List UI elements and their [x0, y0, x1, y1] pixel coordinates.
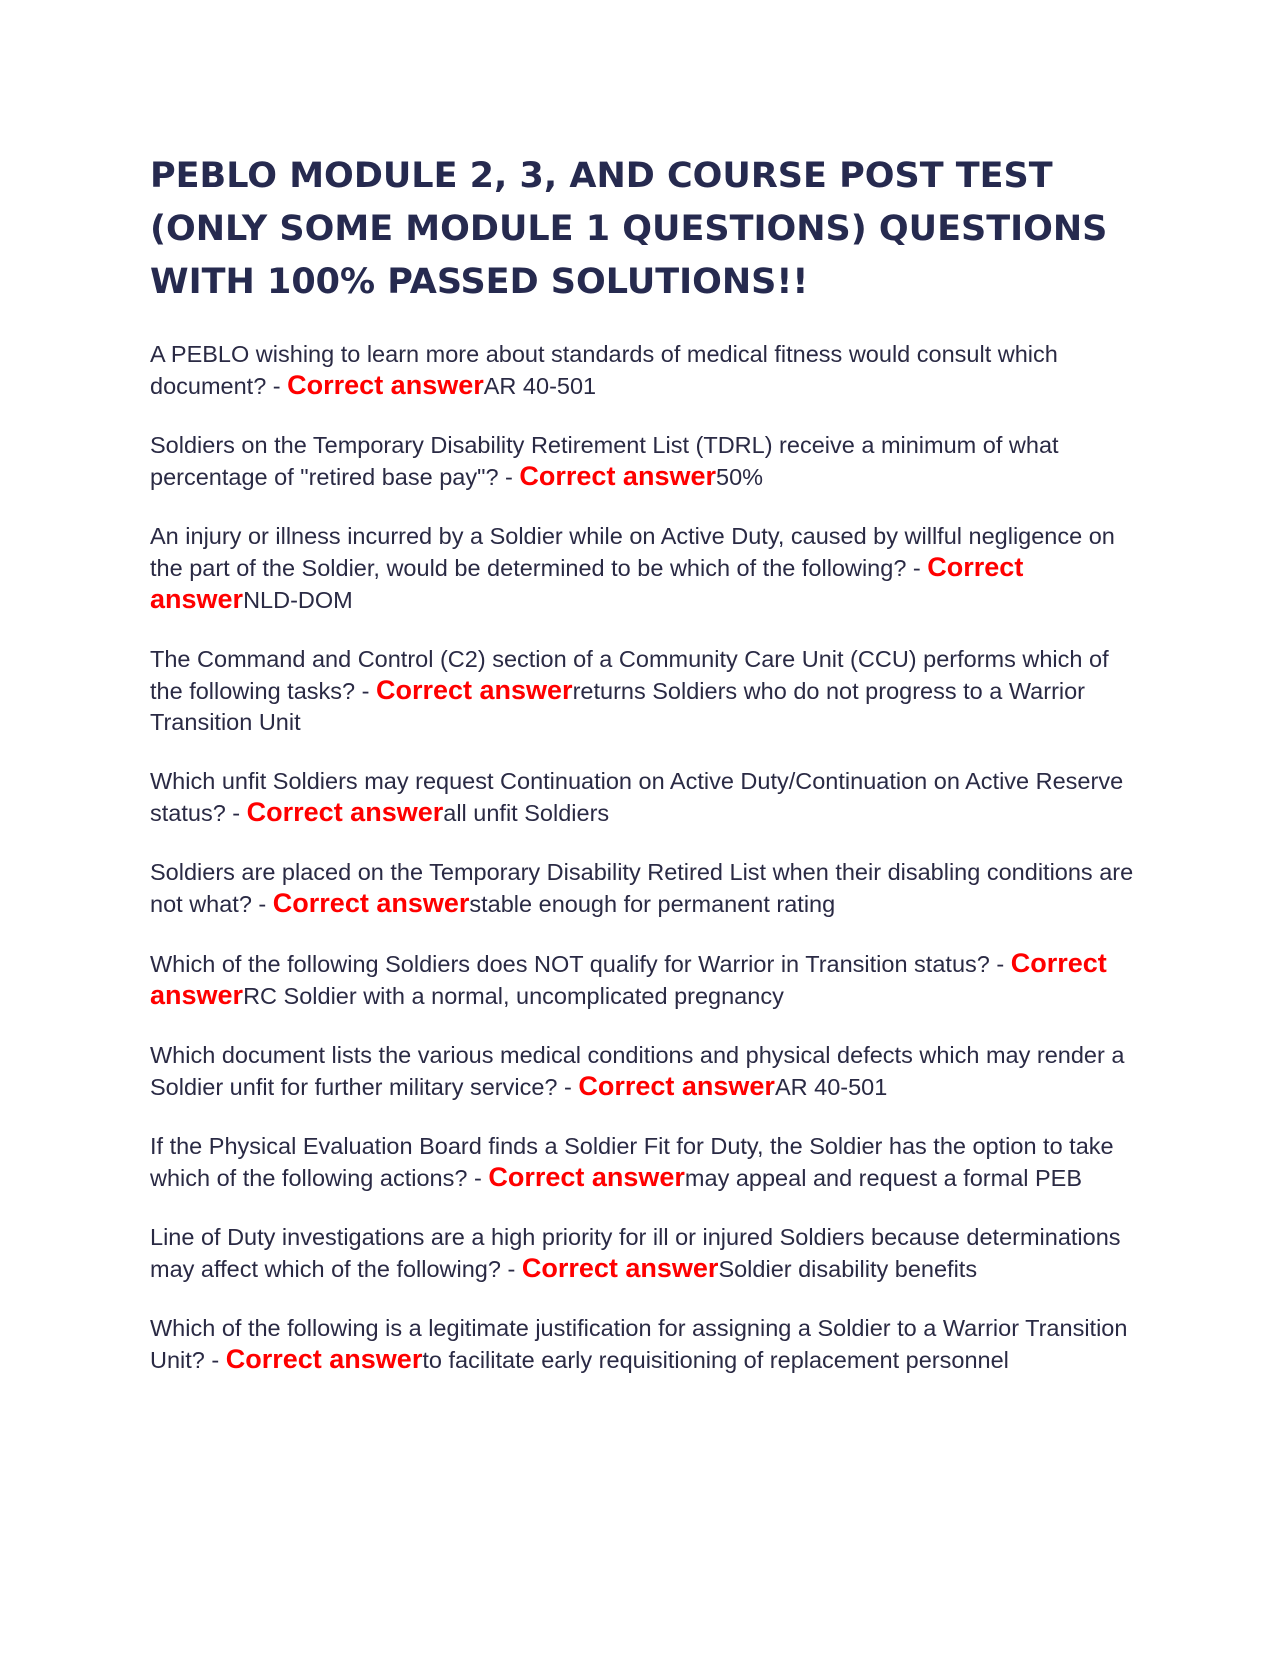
- answer-text: returns Soldiers who do not progress to a Warrior Transition Unit: [150, 678, 1086, 735]
- qa-list: [150, 339, 1135, 1376]
- correct-answer-label: Correct answer: [519, 461, 716, 491]
- correct-answer-label: Correct answer: [272, 888, 470, 918]
- question-text: Which document lists the various medical conditions and physical defects which may render a Soldier unfit for further military service? -: [150, 1042, 1125, 1100]
- question-text: If the Physical Evaluation Board finds a Soldier Fit for Duty, the Soldier has the option to take which of the following actions? -: [150, 1133, 1114, 1191]
- correct-answer-label: Correct answer: [225, 1344, 423, 1374]
- answer-text: 50%: [716, 464, 764, 490]
- question-text: Which unfit Soldiers may request Continuation on Active Duty/Continuation on Active Reserve status? -: [150, 768, 1124, 826]
- question-text: The Command and Control (C2) section of a Community Care Unit (CCU) performs which of the following tasks? -: [150, 646, 1109, 704]
- answer-text: AR 40-501: [483, 373, 597, 399]
- qa-item-3: [150, 521, 1135, 616]
- document-title: PEBLO MODULE 2, 3, AND COURSE POST TEST (ONLY SOME MODULE 1 QUESTIONS) QUESTIONS WITH 100% PASSED SOLUTIONS!!: [150, 156, 1108, 302]
- qa-item-9: [150, 1131, 1135, 1194]
- qa-item-10: [150, 1222, 1135, 1285]
- correct-answer-label: Correct answer: [488, 1162, 685, 1192]
- correct-answer-label: Correct answer: [150, 552, 1024, 614]
- answer-text: AR 40-501: [774, 1074, 888, 1100]
- answer-text: RC Soldier with a normal, uncomplicated pregnancy: [243, 983, 784, 1009]
- question-text: An injury or illness incurred by a Soldier while on Active Duty, caused by willful negligence on the part of the Soldier, would be determined to be which of the following? -: [150, 523, 1115, 581]
- correct-answer-label: Correct answer: [150, 948, 1107, 1010]
- answer-text: Soldier disability benefits: [718, 1256, 978, 1282]
- correct-answer-label: Correct answer: [578, 1071, 775, 1101]
- document-page: [150, 150, 1135, 1404]
- qa-item-2: [150, 430, 1135, 493]
- answer-text: to facilitate early requisitioning of replacement personnel: [422, 1347, 1009, 1373]
- question-text: Soldiers on the Temporary Disability Retirement List (TDRL) receive a minimum of what percentage of "retired base pay"? -: [150, 432, 1059, 490]
- qa-item-5: [150, 766, 1135, 829]
- question-text: Line of Duty investigations are a high priority for ill or injured Soldiers because determinations may affect which of the following? -: [150, 1224, 1121, 1282]
- qa-item-1: [150, 339, 1135, 402]
- answer-text: may appeal and request a formal PEB: [684, 1165, 1083, 1191]
- question-text: Which of the following is a legitimate justification for assigning a Soldier to a Warrior Transition Unit? -: [150, 1315, 1128, 1373]
- qa-item-6: [150, 857, 1135, 920]
- qa-item-8: [150, 1040, 1135, 1103]
- qa-item-7: [150, 948, 1135, 1012]
- correct-answer-label: Correct answer: [521, 1253, 719, 1283]
- answer-text: stable enough for permanent rating: [469, 891, 836, 917]
- correct-answer-label: Correct answer: [246, 797, 444, 827]
- qa-item-11: [150, 1313, 1135, 1376]
- qa-item-4: [150, 644, 1135, 738]
- correct-answer-label: Correct answer: [375, 675, 573, 705]
- question-text: Which of the following Soldiers does NOT qualify for Warrior in Transition status? -: [150, 951, 1011, 977]
- question-text: Soldiers are placed on the Temporary Disability Retired List when their disabling conditions are not what? -: [150, 859, 1134, 917]
- correct-answer-label: Correct answer: [287, 370, 484, 400]
- question-text: A PEBLO wishing to learn more about standards of medical fitness would consult which document? -: [150, 341, 1058, 399]
- answer-text: all unfit Soldiers: [443, 800, 610, 826]
- answer-text: NLD-DOM: [243, 587, 353, 613]
